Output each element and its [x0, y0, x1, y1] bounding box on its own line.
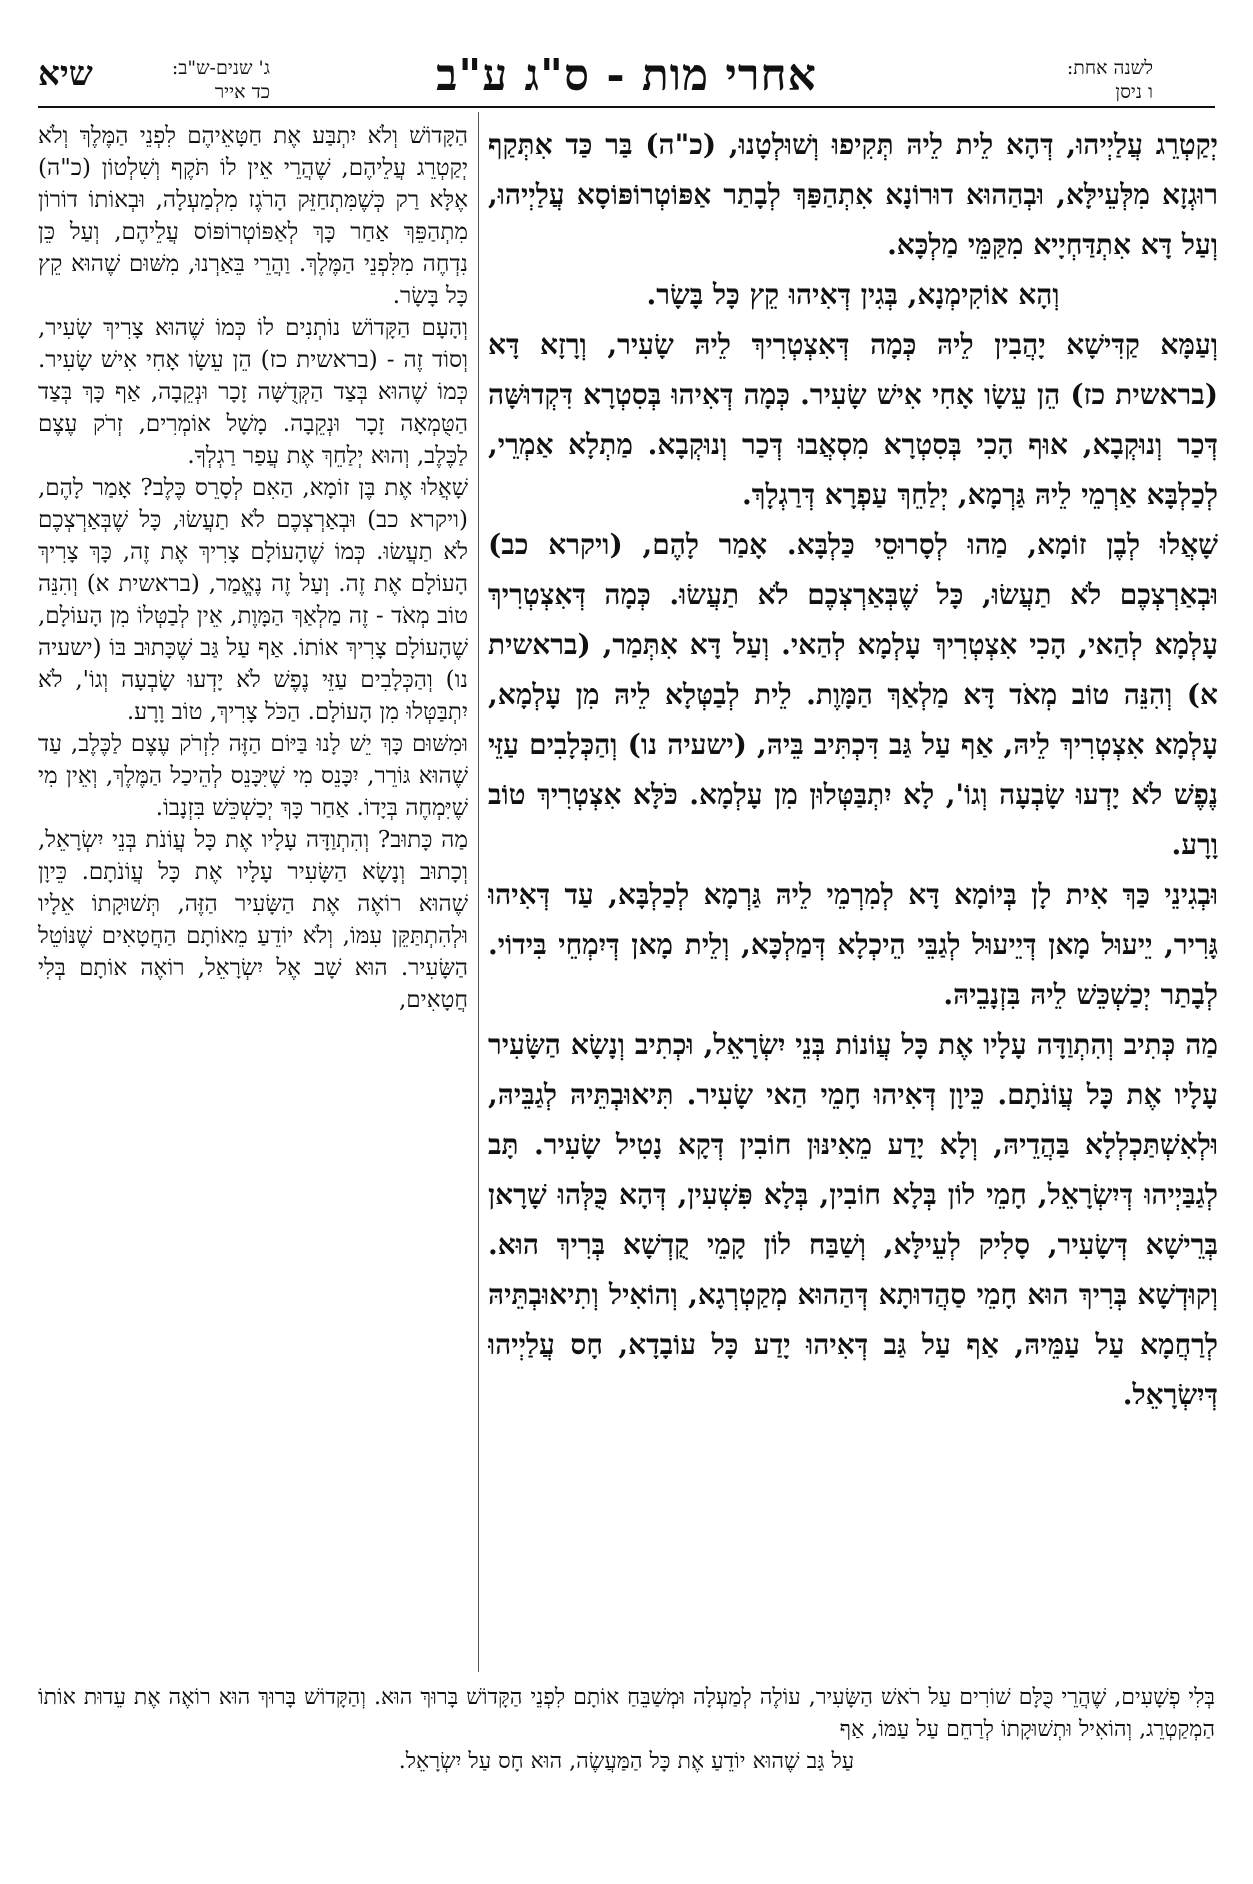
aramaic-paragraph: וּבְגִינֵי כַּךְ אִית לָן בְּיוֹמָא דָּא לְמִרְמֵי לֵיהּ גַּרְמָא לְכַלְבָּא, עַד דְּאִיהוּ גָּרִיר, יֵיעוּל מָאן דְּיֵיעוּל לְגַבֵּי הֵיכְלָא דְּמַלְכָּא, וְלֵית מָאן דְּיִמְחֵי בִּידוֹי. לְבָתַר יְכַשְׁכֵּשׁ לֵיהּ בִּזְנָבֵיהּ.: [488, 878, 1218, 1011]
header-one-year-label: לשנה אחת:: [1066, 57, 1153, 79]
header-divider: [38, 106, 1215, 108]
header-one-year-date: ו ניסן: [1115, 81, 1153, 103]
aramaic-paragraph: יְקַטְרֵג עֲלַיְיהוּ, דְּהָא לֵית לֵיהּ תְּקִיפוּ וְשׁוּלְטָנוּ, (כ"ה) בַּר כַּד אִתְּקַף רוּגְזָא מִלְּעֵילָּא, וּבְהַהוּא דוּרוֹנָא אִתְהַפַּךְ לְבָתַר אַפּוֹטְרוֹפּוֹסָא עֲלַיְיהוּ, וְעַל דָּא אִתְדַּחְיָיא מִקַּמֵּי מַלְכָּא.: [488, 128, 1218, 261]
bottom-paragraph: בְּלִי פְשָׁעִים, שֶׁהֲרֵי כֻּלָּם שׁוֹרִים עַל רֹאשׁ הַשָּׂעִיר, עוֹלֶה לְמַעְלָה וּמְשַׁבֵּחַ אוֹתָם לִפְנֵי הַקָּדוֹשׁ בָּרוּךְ הוּא. וְהַקָּדוֹשׁ בָּרוּךְ הוּא רוֹאֶה אֶת עֵדוּת אוֹתוֹ הַמְקַטְרֵג, וְהוֹאִיל וּתְשׁוּקָתוֹ לְרַחֵם עַל עַמּוֹ, אַף: [38, 1685, 1215, 1742]
header-three-years-info: [100, 56, 270, 104]
hebrew-paragraph: הַקָּדוֹשׁ וְלֹא יִתְבַּע אֶת חַטָּאֵיהֶם לִפְנֵי הַמֶּלֶךְ וְלֹא יְקַטְרֵג עֲלֵיהֶם, שֶׁהֲרֵי אֵין לוֹ תֹּקֶף וְשִׁלְטוֹן (כ"ה) אֶלָּא רַק כְּשֶׁמִּתְחַזֵּק הָרֹגֶז מִלְמַעְלָה, וּבְאוֹתוֹ דוֹרוֹן מִתְהַפֵּךְ אַחַר כָּךְ לְאַפּוֹטְרוֹפּוֹס עֲלֵיהֶם, וְעַל כֵּן נִדְחֶה מִלִּפְנֵי הַמֶּלֶךְ. וַהֲרֵי בֵּאַרְנוּ, מִשּׁוּם שֶׁהוּא קֵץ כָּל בָּשָׂר.: [38, 123, 468, 309]
aramaic-paragraph: מַה כְּתִיב וְהִתְוַדָּה עָלָיו אֶת כָּל עֲוֹנוֹת בְּנֵי יִשְׂרָאֵל, וּכְתִיב וְנָשָׂא הַשָּׂעִיר עָלָיו אֶת כָּל עֲוֹנֹתָם. כֵּיוָן דְּאִיהוּ חָמֵי הַאי שָׂעִיר. תִּיאוּבְתֵּיהּ לְגַבֵּיהּ, וּלְאִשְׁתַּכְלְלָא בַּהֲדֵיהּ, וְלָא יָדַע מֵאִינּוּן חוֹבִין דְּקָא נָטִיל שָׂעִיר. תָּב לְגַבַּיְיהוּ דְּיִשְׂרָאֵל, חָמֵי לוֹן בְּלָא חוֹבִין, בְּלָא פִּשְׁעִין, דְּהָא כֻּלְּהוּ שָׁרָאן בְּרֵישָׁא דְּשָׂעִיר, סָלִיק לְעֵילָּא, וְשַׁבַּח לוֹן קָמֵי קֻדְשָׁא בְּרִיךְ הוּא. וְקוּדְשָׁא בְּרִיךְ הוּא חָמֵי סַהֲדוּתָא דְּהַהוּא מְקַטְרְגָא, וְהוֹאִיל וְתִיאוּבְתֵּיהּ לְרַחֲמָא עַל עַמֵּיהּ, אַף עַל גַּב דְּאִיהוּ יָדַע כָּל עוֹבָדָא, חָס עֲלַיְיהוּ דְּיִשְׂרָאֵל.: [488, 1028, 1218, 1411]
hebrew-paragraph: מַה כָּתוּב? וְהִתְוַדָּה עָלָיו אֶת כָּל עֲוֹנֹת בְּנֵי יִשְׂרָאֵל, וְכָתוּב וְנָשָׂא הַשָּׂעִיר עָלָיו אֶת כָּל עֲוֹנֹתָם. כֵּיוָן שֶׁהוּא רוֹאֶה אֶת הַשָּׂעִיר הַזֶּה, תְּשׁוּקָתוֹ אֵלָיו וּלְהִתְתַּקֵּן עִמּוֹ, וְלֹא יוֹדֵעַ מֵאוֹתָם הַחֲטָאִים שֶׁנּוֹטֵל הַשָּׂעִיר. הוּא שָׁב אֶל יִשְׂרָאֵל, רוֹאֶה אוֹתָם בְּלִי חֲטָאִים,: [38, 827, 468, 1013]
aramaic-paragraph: שָׁאֲלוּ לְבֶן זוֹמָא, מַהוּ לְסָרוּסֵי כַּלְבָּא. אָמַר לָהֶם, (ויקרא כב) וּבְאַרְצְכֶם לֹא תַעֲשׂוּ, כָּל שֶׁבְּאַרְצְכֶם לֹא תַעֲשׂוּ. כְּמָה דְּאִצְטְרִיךְ עָלְמָא לְהַאי, הָכִי אִצְטְרִיךְ עָלְמָא לְהַאי. וְעַל דָּא אִתְּמַר, (בראשית א) וְהִנֵּה טוֹב מְאֹד דָּא מַלְאַךְ הַמָּוֶת. לֵית לְבַטְּלָא לֵיהּ מִן עָלְמָא, עָלְמָא אִצְטְרִיךְ לֵיהּ, אַף עַל גַּב דִּכְתִּיב בֵּיהּ, (ישעיה נו) וְהַכְּלָבִים עַזֵּי נֶפֶשׁ לֹא יָדְעוּ שָׂבְעָה וְגוֹ', לָא יִתְבַּטְּלוּן מִן עָלְמָא. כֹּלָּא אִצְטְרִיךְ טוֹב וָרָע.: [488, 528, 1218, 861]
header-three-years-date: כד אייר: [214, 81, 270, 103]
bottom-continuation: [38, 1682, 1215, 1847]
hebrew-translation-column: [38, 120, 468, 1675]
bottom-last-line: עַל גַּב שֶׁהוּא יוֹדֵעַ אֶת כָּל הַמַּעֲשֶׂה, הוּא חָס עַל יִשְׂרָאֵל.: [398, 1749, 855, 1774]
aramaic-paragraph: וְהָא אוֹקִימְנָא, בְּגִין דְּאִיהוּ קֵץ כָּל בָּשָׂר.: [646, 278, 1060, 311]
aramaic-paragraph: וְעַמָּא קַדִּישָׁא יָהֲבִין לֵיהּ כְּמָה דְּאִצְטְרִיךְ לֵיהּ שָׂעִיר, וְרָזָא דָּא (בראשית כז) הֵן עֵשָׂו אָחִי אִישׁ שָׂעִיר. כְּמָה דְּאִיהוּ בְּסִטְרָא דִּקְדוּשָּׁה דְּכַר וְנוּקְבָא, אוּף הָכִי בְּסִטְרָא מִסְאֲבוּ דְּכַר וְנוּקְבָא. מַתְלָא אַמְרֵי, לְכַלְבָּא אַרְמֵי לֵיהּ גַּרְמָא, יְלַחֵךְ עַפְרָא דְּרַגְלָךְ.: [488, 328, 1218, 511]
hebrew-paragraph: וְהָעָם הַקָּדוֹשׁ נוֹתְנִים לוֹ כְּמוֹ שֶׁהוּא צָרִיךְ שָׂעִיר, וְסוֹד זֶה - (בראשית כז) הֵן עֵשָׂו אָחִי אִישׁ שָׂעִיר. כְּמוֹ שֶׁהוּא בְּצַד הַקְּדֻשָּׁה זָכָר וּנְקֵבָה, אַף כָּךְ בְּצַד הַטֻּמְאָה זָכָר וּנְקֵבָה. מָשָׁל אוֹמְרִים, זְרֹק עֶצֶם לַכֶּלֶב, וְהוּא יְלַחֵךְ אֶת עֲפַר רַגְלְךָ.: [38, 315, 468, 469]
page-title: אחרי מות - ס"ג ע"ב: [436, 50, 817, 101]
column-divider: [478, 112, 479, 1672]
header-three-years-label: ג' שנים-ש"ב:: [171, 57, 270, 79]
page-number: שיא: [38, 54, 93, 94]
hebrew-paragraph: וּמִשּׁוּם כָּךְ יֵשׁ לָנוּ בַּיּוֹם הַזֶּה לִזְרֹק עֶצֶם לַכֶּלֶב, עַד שֶׁהוּא גּוֹרֵר, יִכָּנֵס מִי שֶׁיִּכָּנֵס לְהֵיכַל הַמֶּלֶךְ, וְאֵין מִי שֶׁיִּמְחֶה בְּיָדוֹ. אַחַר כָּךְ יְכַשְׁכֵּשׁ בִּזְנָבוֹ.: [38, 731, 468, 821]
hebrew-paragraph: שָׁאֲלוּ אֶת בֶּן זוֹמָא, הַאִם לְסָרֵס כֶּלֶב? אָמַר לָהֶם, (ויקרא כב) וּבְאַרְצְכֶם לֹא תַעֲשׂוּ, כָּל שֶׁבְּאַרְצְכֶם לֹא תַעֲשׂוּ. כְּמוֹ שֶׁהָעוֹלָם צָרִיךְ אֶת זֶה, כָּךְ צָרִיךְ הָעוֹלָם אֶת זֶה. וְעַל זֶה נֶאֱמַר, (בראשית א) וְהִנֵּה טוֹב מְאֹד - זֶה מַלְאַךְ הַמָּוֶת, אֵין לְבַטְּלוֹ מִן הָעוֹלָם, שֶׁהָעוֹלָם צָרִיךְ אוֹתוֹ. אַף עַל גַּב שֶׁכָּתוּב בּוֹ (ישעיה נו) וְהַכְּלָבִים עַזֵּי נֶפֶשׁ לֹא יָדְעוּ שָׂבְעָה וְגוֹ', לֹא יִתְבַּטְּלוּ מִן הָעוֹלָם. הַכֹּל צָרִיךְ, טוֹב וָרָע.: [38, 475, 468, 725]
aramaic-column: [488, 120, 1218, 1675]
